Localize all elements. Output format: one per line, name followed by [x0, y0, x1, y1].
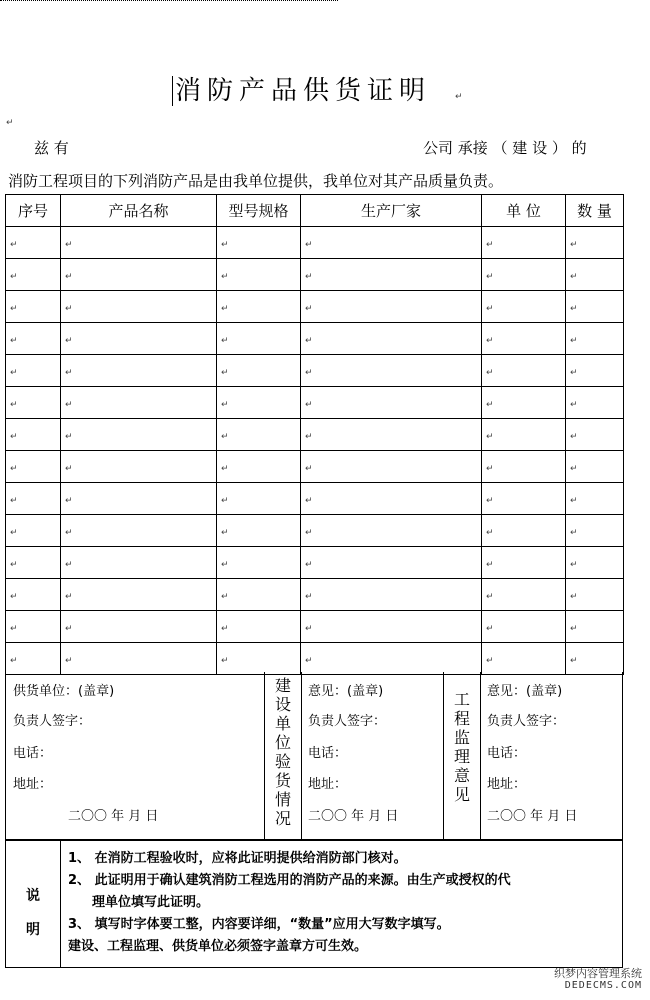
paragraph-mark-icon: ↵: [221, 591, 229, 602]
paragraph-mark-icon: ↵: [486, 527, 494, 538]
paragraph-mark-icon: ↵: [65, 495, 73, 506]
table-cell[interactable]: [6, 419, 61, 451]
notes-label: 说明: [26, 888, 40, 938]
table-cell[interactable]: [6, 387, 61, 419]
supervision-address-field[interactable]: 地址：: [487, 777, 527, 792]
paragraph-mark-icon: ↵: [570, 431, 578, 442]
paragraph-mark-icon: ↵: [6, 118, 14, 128]
company-name-blank[interactable]: [0, 0, 338, 1]
paragraph-mark-icon: ↵: [305, 591, 313, 602]
paragraph-mark-icon: ↵: [486, 463, 494, 474]
table-cell[interactable]: [301, 387, 482, 419]
table-cell[interactable]: [217, 643, 301, 675]
table-cell[interactable]: [61, 515, 217, 547]
table-cell[interactable]: [482, 451, 566, 483]
table-cell[interactable]: [482, 323, 566, 355]
table-cell[interactable]: [217, 611, 301, 643]
table-cell[interactable]: [217, 451, 301, 483]
table-cell[interactable]: [217, 547, 301, 579]
signature-section: [5, 672, 623, 840]
paragraph-mark-icon: ↵: [10, 559, 18, 570]
table-cell[interactable]: [61, 547, 217, 579]
paragraph-mark-icon: ↵: [221, 303, 229, 314]
paragraph-mark-icon: ↵: [65, 559, 73, 570]
paragraph-mark-icon: ↵: [221, 367, 229, 378]
table-cell[interactable]: [61, 387, 217, 419]
table-row: [6, 611, 624, 643]
table-cell[interactable]: [217, 355, 301, 387]
table-row: [6, 515, 624, 547]
table-cell[interactable]: [217, 259, 301, 291]
table-cell[interactable]: [61, 355, 217, 387]
paragraph-mark-icon: ↵: [10, 271, 18, 282]
table-cell[interactable]: [566, 227, 624, 259]
table-cell[interactable]: [6, 643, 61, 675]
table-cell[interactable]: [61, 483, 217, 515]
supplier-person-field[interactable]: 负责人签字：: [13, 714, 92, 729]
paragraph-mark-icon: ↵: [486, 335, 494, 346]
paragraph-mark-icon: ↵: [305, 239, 313, 250]
paragraph-mark-icon: ↵: [221, 463, 229, 474]
paragraph-mark-icon: ↵: [570, 239, 578, 250]
table-row: [6, 643, 624, 675]
paragraph-mark-icon: ↵: [570, 367, 578, 378]
paragraph-mark-icon: ↵: [570, 463, 578, 474]
paragraph-mark-icon: ↵: [65, 591, 73, 602]
construction-person-field[interactable]: 负责人签字：: [308, 714, 387, 729]
table-cell[interactable]: [482, 227, 566, 259]
paragraph-mark-icon: ↵: [570, 335, 578, 346]
paragraph-mark-icon: ↵: [221, 431, 229, 442]
paragraph-mark-icon: ↵: [65, 527, 73, 538]
paragraph-mark-icon: ↵: [486, 367, 494, 378]
paragraph-mark-icon: ↵: [486, 239, 494, 250]
table-row: [6, 483, 624, 515]
paragraph-mark-icon: ↵: [305, 463, 313, 474]
note-line: 2、 此证明用于确认建筑消防工程选用的消防产品的来源。由生产或授权的代: [68, 873, 511, 888]
paragraph-mark-icon: ↵: [570, 623, 578, 634]
table-cell[interactable]: [217, 323, 301, 355]
paragraph-mark-icon: ↵: [486, 303, 494, 314]
intro-suffix: 公司 承接 （ 建 设 ） 的: [423, 139, 587, 157]
product-table: [5, 194, 624, 675]
construction-date-field[interactable]: 二〇〇 年 月 日: [308, 809, 399, 824]
table-row: [6, 259, 624, 291]
paragraph-mark-icon: ↵: [10, 527, 18, 538]
intro-line2: 消防工程项目的下列消防产品是由我单位提供，我单位对其产品质量负责。: [8, 172, 504, 190]
supervision-date-field[interactable]: 二〇〇 年 月 日: [487, 809, 578, 824]
paragraph-mark-icon: ↵: [305, 367, 313, 378]
table-cell[interactable]: [217, 515, 301, 547]
table-cell[interactable]: [566, 387, 624, 419]
table-cell[interactable]: [301, 643, 482, 675]
construction-unit-label: 建设单位验货情况: [274, 676, 291, 828]
table-cell[interactable]: [566, 547, 624, 579]
paragraph-mark-icon: ↵: [486, 623, 494, 634]
notes-section: [5, 840, 623, 968]
paragraph-mark-icon: ↵: [221, 271, 229, 282]
paragraph-mark-icon: ↵: [10, 495, 18, 506]
paragraph-mark-icon: ↵: [65, 399, 73, 410]
table-cell[interactable]: [301, 611, 482, 643]
table-row: [6, 419, 624, 451]
title-cursor: [172, 76, 173, 106]
table-row: [6, 387, 624, 419]
paragraph-mark-icon: ↵: [305, 271, 313, 282]
column-header: 产品名称: [61, 195, 217, 227]
paragraph-mark-icon: ↵: [305, 399, 313, 410]
paragraph-mark-icon: ↵: [65, 655, 73, 666]
watermark-url: DEDECMS.COM: [564, 980, 642, 991]
table-cell[interactable]: [301, 259, 482, 291]
paragraph-mark-icon: ↵: [65, 623, 73, 634]
paragraph-mark-icon: ↵: [221, 623, 229, 634]
paragraph-mark-icon: ↵: [570, 591, 578, 602]
table-cell[interactable]: [301, 483, 482, 515]
table-cell[interactable]: [6, 355, 61, 387]
paragraph-mark-icon: ↵: [10, 591, 18, 602]
supervision-label: 工程监理意见: [453, 690, 470, 804]
paragraph-mark-icon: ↵: [65, 239, 73, 250]
table-header-row: [6, 195, 624, 227]
paragraph-mark-icon: ↵: [10, 335, 18, 346]
supervision-person-field[interactable]: 负责人签字：: [487, 714, 566, 729]
table-cell[interactable]: [217, 483, 301, 515]
paragraph-mark-icon: ↵: [65, 303, 73, 314]
table-cell[interactable]: [301, 419, 482, 451]
table-cell[interactable]: [566, 611, 624, 643]
table-cell[interactable]: [6, 483, 61, 515]
paragraph-mark-icon: ↵: [305, 655, 313, 666]
paragraph-mark-icon: ↵: [486, 431, 494, 442]
table-cell[interactable]: [566, 515, 624, 547]
paragraph-mark-icon: ↵: [305, 335, 313, 346]
paragraph-mark-icon: ↵: [10, 655, 18, 666]
table-cell[interactable]: [217, 419, 301, 451]
table-cell[interactable]: [217, 579, 301, 611]
supervision-phone-field[interactable]: 电话：: [487, 746, 527, 761]
table-cell[interactable]: [61, 323, 217, 355]
table-cell[interactable]: [566, 483, 624, 515]
note-line: 1、 在消防工程验收时，应将此证明提供给消防部门核对。: [68, 851, 407, 866]
table-cell[interactable]: [61, 419, 217, 451]
paragraph-mark-icon: ↵: [10, 367, 18, 378]
paragraph-mark-icon: ↵: [221, 399, 229, 410]
table-cell[interactable]: [566, 419, 624, 451]
paragraph-mark-icon: ↵: [221, 527, 229, 538]
paragraph-mark-icon: ↵: [10, 463, 18, 474]
paragraph-mark-icon: ↵: [486, 559, 494, 570]
table-row: [6, 579, 624, 611]
paragraph-mark-icon: ↵: [65, 335, 73, 346]
paragraph-mark-icon: ↵: [65, 431, 73, 442]
table-cell[interactable]: [301, 579, 482, 611]
paragraph-mark-icon: ↵: [10, 623, 18, 634]
table-cell[interactable]: [566, 259, 624, 291]
paragraph-mark-icon: ↵: [570, 399, 578, 410]
table-cell[interactable]: [482, 387, 566, 419]
paragraph-mark-icon: ↵: [486, 495, 494, 506]
paragraph-mark-icon: ↵: [221, 495, 229, 506]
paragraph-mark-icon: ↵: [486, 399, 494, 410]
supplier-address-field[interactable]: 地址：: [13, 777, 53, 792]
table-cell[interactable]: [301, 227, 482, 259]
table-cell[interactable]: [566, 355, 624, 387]
table-cell[interactable]: [482, 643, 566, 675]
table-cell[interactable]: [566, 291, 624, 323]
column-header: 型号规格: [217, 195, 301, 227]
paragraph-mark-icon: ↵: [221, 239, 229, 250]
table-cell[interactable]: [301, 547, 482, 579]
paragraph-mark-icon: ↵: [221, 559, 229, 570]
page-title: 消防产品供货证明: [175, 76, 432, 106]
table-cell[interactable]: [301, 355, 482, 387]
table-cell[interactable]: [6, 611, 61, 643]
table-cell[interactable]: [482, 419, 566, 451]
supplier-date-field[interactable]: 二〇〇 年 月 日: [68, 809, 159, 824]
note-line: 3、 填写时字体要工整，内容要详细，“数量”应用大写数字填写。: [68, 917, 450, 932]
table-row: [6, 227, 624, 259]
paragraph-mark-icon: ↵: [221, 655, 229, 666]
paragraph-mark-icon: ↵: [305, 495, 313, 506]
paragraph-mark-icon: ↵: [570, 271, 578, 282]
construction-phone-field[interactable]: 电话：: [308, 746, 348, 761]
table-cell[interactable]: [301, 323, 482, 355]
intro-prefix: 兹 有: [34, 139, 69, 157]
note-line: 理单位填写此证明。: [92, 895, 210, 910]
supplier-unit-field[interactable]: 供货单位：(盖章): [13, 684, 115, 699]
table-cell[interactable]: [61, 579, 217, 611]
supplier-phone-field[interactable]: 电话：: [13, 746, 53, 761]
table-cell[interactable]: [217, 227, 301, 259]
table-cell[interactable]: [566, 643, 624, 675]
table-cell[interactable]: [482, 355, 566, 387]
table-cell[interactable]: [6, 291, 61, 323]
table-cell[interactable]: [566, 323, 624, 355]
paragraph-mark-icon: ↵: [10, 431, 18, 442]
table-cell[interactable]: [566, 451, 624, 483]
table-cell[interactable]: [566, 579, 624, 611]
table-row: [6, 451, 624, 483]
paragraph-mark-icon: ↵: [305, 623, 313, 634]
table-cell[interactable]: [217, 387, 301, 419]
supervision-opinion-field[interactable]: 意见：(盖章): [487, 684, 563, 699]
table-cell[interactable]: [6, 515, 61, 547]
column-header: 单 位: [482, 195, 566, 227]
note-line: 建设、工程监理、供货单位必须签字盖章方可生效。: [68, 939, 368, 954]
table-cell[interactable]: [6, 323, 61, 355]
paragraph-mark-icon: ↵: [570, 495, 578, 506]
paragraph-mark-icon: ↵: [486, 655, 494, 666]
paragraph-mark-icon: ↵: [455, 92, 463, 102]
paragraph-mark-icon: ↵: [486, 591, 494, 602]
paragraph-mark-icon: ↵: [570, 559, 578, 570]
paragraph-mark-icon: ↵: [570, 527, 578, 538]
paragraph-mark-icon: ↵: [65, 271, 73, 282]
paragraph-mark-icon: ↵: [570, 655, 578, 666]
paragraph-mark-icon: ↵: [486, 271, 494, 282]
table-cell[interactable]: [301, 291, 482, 323]
table-cell[interactable]: [61, 227, 217, 259]
table-cell[interactable]: [301, 451, 482, 483]
construction-opinion-field[interactable]: 意见：(盖章): [308, 684, 384, 699]
table-cell[interactable]: [61, 451, 217, 483]
watermark-text: 织梦内容管理系统: [554, 967, 642, 980]
paragraph-mark-icon: ↵: [305, 303, 313, 314]
table-cell[interactable]: [61, 259, 217, 291]
paragraph-mark-icon: ↵: [221, 335, 229, 346]
table-cell[interactable]: [482, 515, 566, 547]
table-cell[interactable]: [6, 451, 61, 483]
table-row: [6, 547, 624, 579]
table-cell[interactable]: [6, 227, 61, 259]
column-header: 生产厂家: [301, 195, 482, 227]
table-cell[interactable]: [301, 515, 482, 547]
table-cell[interactable]: [482, 579, 566, 611]
paragraph-mark-icon: ↵: [305, 559, 313, 570]
paragraph-mark-icon: ↵: [570, 303, 578, 314]
table-cell[interactable]: [482, 291, 566, 323]
table-cell[interactable]: [482, 259, 566, 291]
table-cell[interactable]: [61, 291, 217, 323]
table-cell[interactable]: [6, 579, 61, 611]
table-cell[interactable]: [217, 291, 301, 323]
table-cell[interactable]: [482, 547, 566, 579]
paragraph-mark-icon: ↵: [65, 463, 73, 474]
table-row: [6, 323, 624, 355]
paragraph-mark-icon: ↵: [10, 399, 18, 410]
paragraph-mark-icon: ↵: [10, 239, 18, 250]
table-cell[interactable]: [61, 611, 217, 643]
table-cell[interactable]: [482, 483, 566, 515]
table-row: [6, 355, 624, 387]
construction-address-field[interactable]: 地址：: [308, 777, 348, 792]
table-cell[interactable]: [482, 611, 566, 643]
table-cell[interactable]: [61, 643, 217, 675]
table-cell[interactable]: [6, 259, 61, 291]
paragraph-mark-icon: ↵: [65, 367, 73, 378]
paragraph-mark-icon: ↵: [10, 303, 18, 314]
column-header: 序号: [6, 195, 61, 227]
table-row: [6, 291, 624, 323]
paragraph-mark-icon: ↵: [305, 527, 313, 538]
table-cell[interactable]: [6, 547, 61, 579]
column-header: 数 量: [566, 195, 624, 227]
paragraph-mark-icon: ↵: [305, 431, 313, 442]
